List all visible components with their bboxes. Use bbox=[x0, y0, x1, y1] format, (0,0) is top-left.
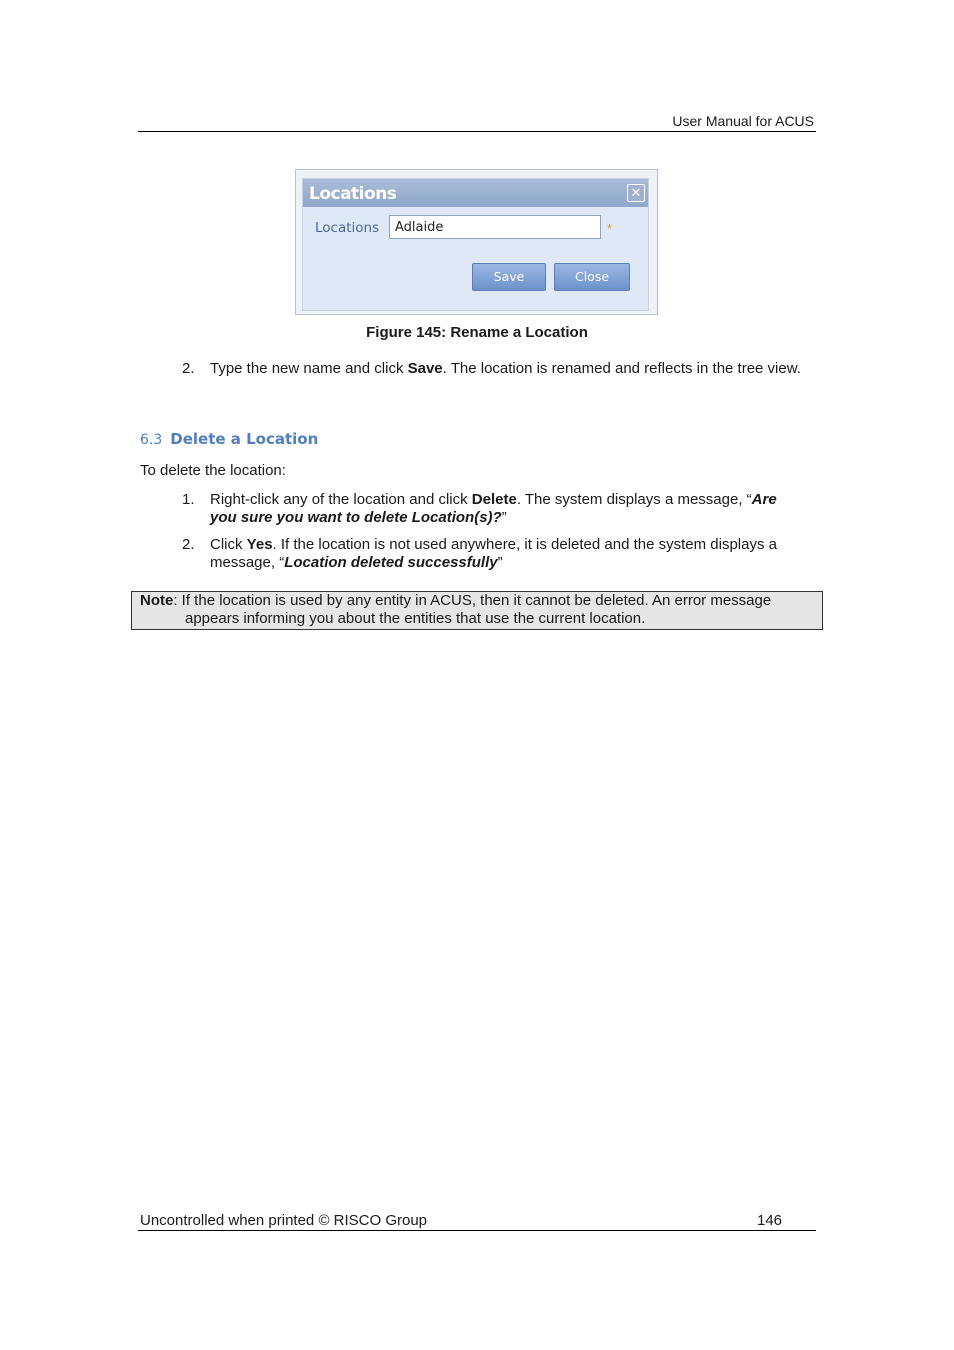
dialog-titlebar bbox=[303, 179, 648, 207]
text-run: Type the new name and click bbox=[210, 360, 408, 377]
figure-caption: Figure 145: Rename a Location bbox=[366, 324, 588, 341]
required-marker: * bbox=[607, 221, 613, 236]
text-run: ” bbox=[497, 554, 503, 571]
bold-run: Save bbox=[407, 360, 443, 377]
list-item bbox=[182, 536, 802, 572]
text-run: Right-click any of the location and click bbox=[210, 491, 472, 508]
bold-run: Delete bbox=[471, 491, 517, 508]
note-line bbox=[140, 592, 771, 610]
text-run: ” bbox=[501, 509, 507, 526]
figure-screenshot bbox=[295, 169, 658, 315]
text-run: Click bbox=[210, 536, 247, 553]
note-line: appears informing you about the entities that use the current location. bbox=[185, 610, 646, 627]
locations-dialog bbox=[302, 178, 649, 311]
running-header: User Manual for ACUS bbox=[672, 113, 814, 129]
bold-italic-run: Location deleted successfully bbox=[284, 554, 498, 571]
footer-text: Uncontrolled when printed © RISCO Group bbox=[140, 1212, 428, 1229]
locations-field-label: Locations bbox=[315, 220, 380, 236]
list-number: 1. bbox=[182, 491, 195, 508]
text-run: . If the location is not used anywhere, it is deleted and the system displays a message, “ bbox=[210, 536, 777, 571]
header-rule bbox=[138, 131, 816, 132]
list-number: 2. bbox=[182, 536, 195, 553]
note-label: Note bbox=[140, 592, 174, 609]
close-icon[interactable]: ✕ bbox=[627, 184, 645, 202]
locations-input[interactable] bbox=[389, 215, 601, 239]
save-button[interactable]: Save bbox=[472, 263, 546, 291]
list-text bbox=[210, 536, 802, 572]
dialog-title: Locations bbox=[309, 184, 397, 204]
close-button[interactable]: Close bbox=[554, 263, 630, 291]
note-text: : If the location is used by any entity in ACUS, then it cannot be deleted. An error message bbox=[173, 592, 772, 609]
page-number: 146 bbox=[757, 1212, 783, 1229]
text-run: . The location is renamed and reflects in the tree view. bbox=[442, 360, 801, 377]
text-run: . The system displays a message, “ bbox=[516, 491, 752, 508]
intro-paragraph: To delete the location: bbox=[140, 462, 286, 479]
list-text bbox=[210, 491, 802, 527]
section-number: 6.3 bbox=[140, 432, 163, 448]
list-item bbox=[182, 360, 802, 378]
section-title: Delete a Location bbox=[170, 430, 319, 448]
footer-rule bbox=[138, 1230, 816, 1231]
list-text bbox=[210, 360, 802, 378]
section-heading bbox=[140, 430, 318, 448]
bold-run: Yes bbox=[246, 536, 273, 553]
bold-italic-run: Are you sure you want to delete Location(s)? bbox=[210, 491, 777, 526]
list-number: 2. bbox=[182, 360, 195, 377]
list-item bbox=[182, 491, 802, 527]
note-box bbox=[131, 591, 823, 630]
